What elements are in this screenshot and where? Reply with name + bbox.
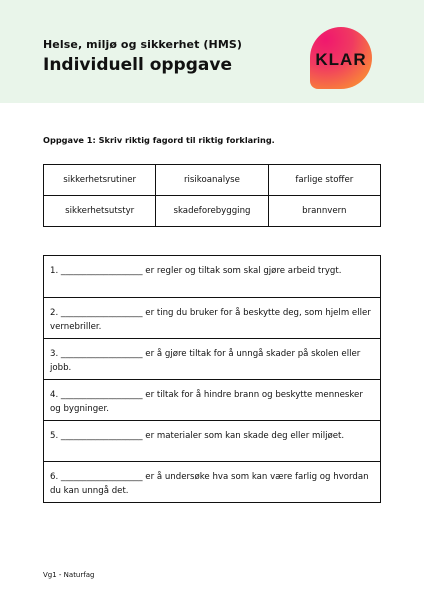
subject-heading: Helse, miljø og sikkerhet (HMS)	[43, 38, 243, 51]
question-item: 4. ___________________ er tiltak for å hindre brann og beskytte mennesker og bygninger.	[44, 379, 380, 420]
header-band	[0, 0, 424, 103]
question-item: 3. ___________________ er å gjøre tiltak for å unngå skader på skolen eller jobb.	[44, 338, 380, 379]
question-item: 5. ___________________ er materialer som kan skade deg eller miljøet.	[44, 420, 380, 461]
word-bank-cell: skadeforebygging	[156, 196, 268, 227]
word-bank-cell: brannvern	[268, 196, 380, 227]
page-title: Individuell oppgave	[43, 55, 232, 75]
question-item: 6. ___________________ er å undersøke hva som kan være farlig og hvordan du kan unngå det.	[44, 461, 380, 502]
question-item: 2. ___________________ er ting du bruker for å beskytte deg, som hjelm eller vernebriller.	[44, 297, 380, 338]
svg-text:KLAR: KLAR	[315, 50, 367, 69]
word-bank-cell: farlige stoffer	[268, 165, 380, 196]
klar-logo	[310, 27, 372, 89]
word-bank-cell: sikkerhetsrutiner	[44, 165, 156, 196]
word-bank-row	[44, 165, 381, 196]
word-bank-row	[44, 196, 381, 227]
question-item: 1. ___________________ er regler og tiltak som skal gjøre arbeid trygt.	[50, 266, 342, 276]
word-bank-cell: sikkerhetsutstyr	[44, 196, 156, 227]
word-bank-table	[43, 164, 381, 227]
word-bank-cell: risikoanalyse	[156, 165, 268, 196]
task-instruction: Oppgave 1: Skriv riktig fagord til riktig forklaring.	[43, 135, 275, 145]
footer-label: Vg1 - Naturfag	[43, 571, 95, 579]
questions-box	[43, 255, 381, 503]
